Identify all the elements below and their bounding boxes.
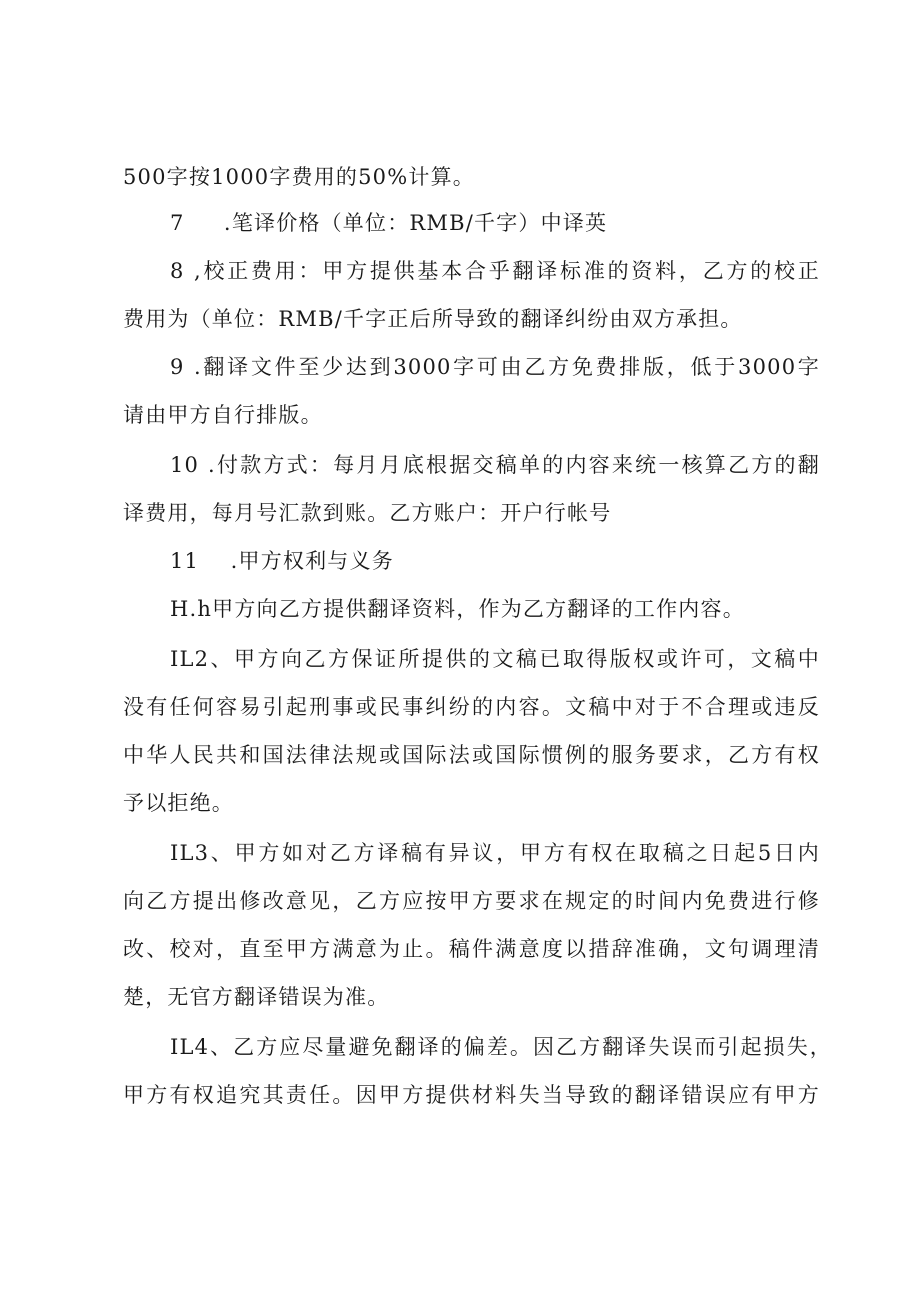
text-line: 11 .甲方权利与义务: [170, 549, 394, 573]
text-line: IL4、乙方应尽量避免翻译的偏差。因乙方翻译失误而引起损失，: [170, 1035, 832, 1059]
text-line: 费用为（单位：RMB/千字正后所导致的翻译纠纷由双方承担。: [123, 307, 743, 331]
text-line: IL3、甲方如对乙方译稿有异议，甲方有权在取稿之日起5日内: [170, 841, 820, 865]
text-line: 甲方有权追究其责任。因甲方提供材料失当导致的翻译错误应有甲方: [123, 1083, 820, 1107]
text-line: 8 ,校正费用：甲方提供基本合乎翻译标准的资料，乙方的校正: [170, 259, 820, 283]
text-line: 10 .付款方式：每月月底根据交稿单的内容来统一核算乙方的翻: [170, 453, 820, 477]
text-line: 500字按1000字费用的50%计算。: [123, 165, 476, 189]
text-line: 楚，无官方翻译错误为准。: [123, 985, 390, 1009]
text-line: 请由甲方自行排版。: [123, 403, 323, 427]
text-line: 改、校对，直至甲方满意为止。稿件满意度以措辞准确，文句调理清: [123, 937, 820, 961]
text-line: 中华人民共和国法律法规或国际法或国际惯例的服务要求，乙方有权: [123, 743, 820, 767]
text-line: 向乙方提出修改意见，乙方应按甲方要求在规定的时间内免费进行修: [123, 889, 820, 913]
text-line: 译费用，每月号汇款到账。乙方账户：开户行帐号: [123, 501, 612, 525]
text-line: H.h甲方向乙方提供翻译资料，作为乙方翻译的工作内容。: [170, 597, 745, 621]
text-line: 没有任何容易引起刑事或民事纠纷的内容。文稿中对于不合理或违反: [123, 695, 820, 719]
text-line: 予以拒绝。: [123, 791, 234, 815]
text-line: 9 .翻译文件至少达到3000字可由乙方免费排版，低于3000字: [170, 355, 820, 379]
text-line: 7 .笔译价格（单位：RMB/千字）中译英: [170, 211, 608, 235]
text-line: IL2、甲方向乙方保证所提供的文稿已取得版权或许可，文稿中: [170, 647, 820, 671]
